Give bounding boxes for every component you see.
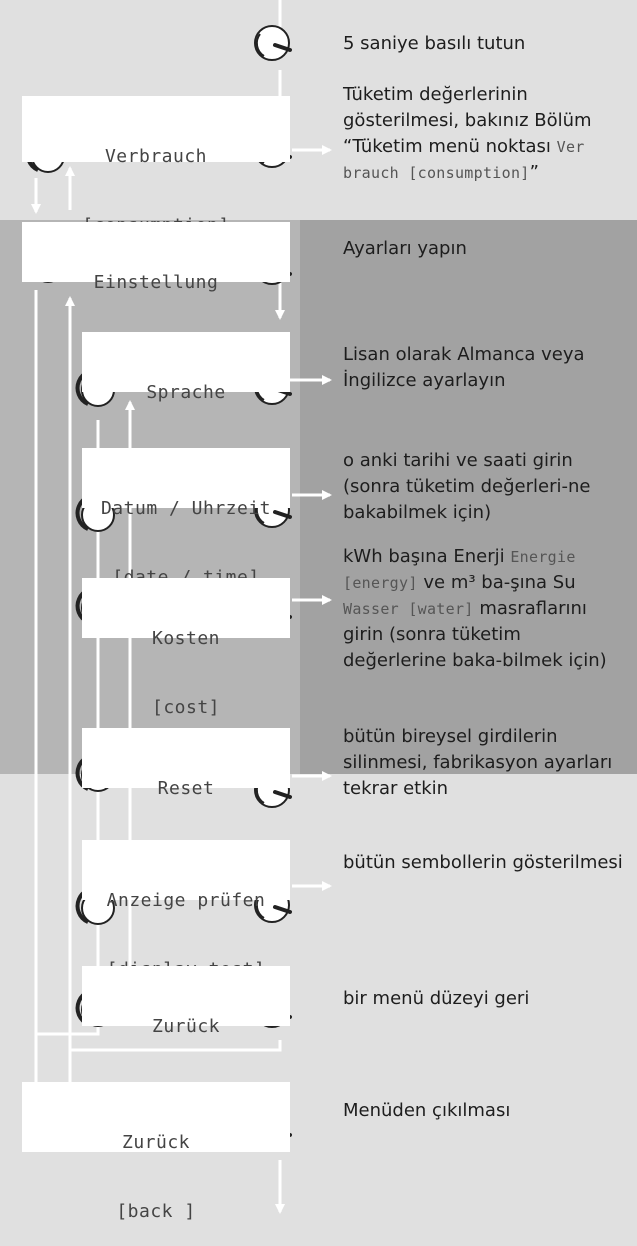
- menu-box-line1: Sprache: [146, 382, 226, 403]
- desc-cost-code1: Energie [energy]: [343, 548, 576, 592]
- desc-hold: 5 saniye basılı tutun: [343, 33, 526, 54]
- desc-display: bütün sembollerin gösterilmesi: [343, 852, 623, 873]
- desc-back-outer: Menüden çıkılması: [343, 1100, 511, 1121]
- menu-box-line1: Verbrauch: [104, 146, 208, 167]
- desc-cost: [343, 544, 629, 674]
- desc-cost-text2: ve m³ ba-şına Su: [417, 572, 576, 593]
- knob-press-icon: [255, 26, 290, 60]
- desc-cost-text3: masraflarını girin (sonra tüketim değerlerine baka-bilmek için): [343, 598, 607, 671]
- menu-box-line1: Zurück: [151, 1016, 221, 1037]
- desc-cost-text1: kWh başına Enerji: [343, 546, 511, 567]
- menu-box-line1: Kosten: [151, 628, 221, 649]
- desc-reset: bütün bireysel girdilerin silinmesi, fabrikasyon ayarları tekrar etkin: [343, 726, 613, 799]
- menu-box-anzeige: [82, 840, 290, 911]
- desc-consumption-text: Tüketim değerlerinin gösterilmesi, bakınız Bölüm “Tüketim menü noktası: [343, 84, 592, 157]
- menu-box-line1: Einstellung: [93, 272, 219, 293]
- desc-back-inner: bir menü düzeyi geri: [343, 988, 530, 1009]
- menu-box-sprache: [82, 332, 290, 403]
- desc-setting: Ayarları yapın: [343, 238, 467, 259]
- desc-date: o anki tarihi ve saati girin (sonra tüketim değerleri-ne bakabilmek için): [343, 450, 591, 523]
- menu-box-verbrauch: [22, 96, 290, 167]
- menu-box-line1: Reset: [157, 778, 215, 799]
- menu-box-zurueck-inner: [82, 966, 290, 1037]
- menu-box-kosten: [82, 578, 290, 718]
- desc-consumption: [343, 82, 629, 186]
- menu-box-einstellung: [22, 222, 290, 293]
- menu-box-line2: [back ]: [116, 1201, 196, 1222]
- menu-box-datum: [82, 448, 290, 519]
- desc-language: Lisan olarak Almanca veya İngilizce ayarlayın: [343, 344, 585, 391]
- menu-box-line2: [cost]: [151, 697, 221, 718]
- menu-box-line1: Datum / Uhrzeit: [100, 498, 272, 519]
- desc-cost-code2: Wasser [water]: [343, 600, 474, 618]
- menu-box-zurueck-outer: [22, 1082, 290, 1222]
- desc-consumption-close: ”: [529, 162, 539, 183]
- menu-box-line1: Zurück: [121, 1132, 191, 1153]
- menu-box-line1: Anzeige prüfen: [106, 890, 266, 911]
- desc-consumption-code: Ver brauch [consumption]: [343, 138, 585, 182]
- menu-box-reset: [82, 728, 290, 799]
